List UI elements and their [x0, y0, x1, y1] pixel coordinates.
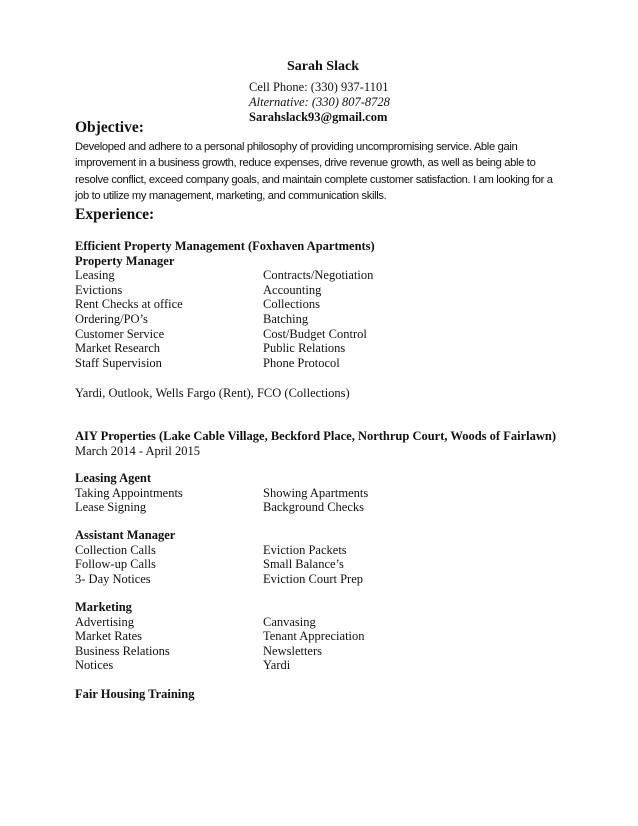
training-block [75, 687, 595, 702]
skill-right: Batching [263, 311, 309, 326]
job-tools [75, 386, 595, 401]
skill-left: Advertising [75, 614, 135, 629]
skill-left: Evictions [75, 282, 123, 297]
skill-left: Lease Signing [75, 500, 147, 515]
skill-right: Background Checks [263, 500, 365, 515]
software-list: Yardi, Outlook, Wells Fargo (Rent), FCO (Collections) [75, 386, 350, 400]
skill-left: Collection Calls [75, 542, 156, 557]
skill-right: Eviction Court Prep [263, 571, 363, 586]
skill-left: Ordering/PO’s [75, 311, 148, 326]
objective-heading: Objective: [75, 119, 144, 136]
company-name: AIY Properties (Lake Cable Village, Beckford Place, Northrup Court, Woods of Fairlawn) [75, 429, 556, 443]
resume-header [0, 58, 638, 76]
role-title: Marketing [75, 600, 132, 614]
skill-row [75, 572, 595, 587]
skill-right: Collections [263, 297, 320, 312]
role-leasing-agent [75, 471, 595, 515]
skill-right: Eviction Packets [263, 542, 347, 557]
skill-right: Phone Protocol [263, 355, 340, 370]
skill-row [75, 500, 595, 515]
job-efficient-property [75, 239, 595, 370]
objective-line: Developed and adhere to a personal philosophy of providing uncompromising service. Able gain [75, 141, 518, 153]
objective-line: job to utilize my management, marketing, and communication skills. [75, 190, 387, 203]
skill-row [75, 268, 595, 283]
company-name: Efficient Property Management (Foxhaven Apartments) [75, 239, 375, 253]
role-assistant-manager [75, 528, 595, 586]
cell-phone: Cell Phone: (330) 937-1101 [249, 80, 389, 94]
skill-row [75, 356, 595, 371]
email-address: Sarahslack93@gmail.com [249, 110, 388, 124]
candidate-name: Sarah Slack [287, 59, 359, 74]
skill-right: Yardi [263, 658, 291, 673]
skill-row [75, 283, 595, 298]
skill-row [75, 543, 595, 558]
job-title: Property Manager [75, 253, 175, 268]
skill-row [75, 629, 595, 644]
skill-right: Cost/Budget Control [263, 326, 367, 341]
skill-row [75, 486, 595, 501]
skill-row [75, 615, 595, 630]
job-dates: March 2014 - April 2015 [75, 443, 200, 458]
skill-left: Customer Service [75, 326, 165, 341]
skill-right: Public Relations [263, 341, 346, 356]
experience-heading: Experience: [75, 206, 155, 223]
objective-text [75, 139, 575, 205]
skill-left: Staff Supervision [75, 355, 162, 370]
skill-left: Taking Appointments [75, 485, 183, 500]
skill-right: Small Balance’s [263, 557, 344, 572]
skill-right: Canvasing [263, 614, 316, 629]
skill-row [75, 644, 595, 659]
skill-left: 3- Day Notices [75, 571, 151, 586]
skill-right: Showing Apartments [263, 485, 369, 500]
skill-row [75, 658, 595, 673]
skill-left: Leasing [75, 268, 115, 283]
objective-line: improvement in a business growth, reduce expenses, drive revenue growth, as well as being able to [75, 157, 536, 170]
contact-block [249, 80, 390, 125]
skill-row [75, 312, 595, 327]
skill-right: Accounting [263, 282, 322, 297]
role-title: Leasing Agent [75, 471, 152, 485]
skill-left: Market Rates [75, 629, 142, 644]
skill-row [75, 557, 595, 572]
skill-right: Tenant Appreciation [263, 629, 365, 644]
skill-row [75, 327, 595, 342]
objective-line: resolve conflict, exceed company goals, and maintain complete customer satisfaction. I am looking for a [75, 173, 553, 186]
skill-left: Rent Checks at office [75, 297, 183, 312]
skill-left: Follow-up Calls [75, 557, 156, 572]
skill-row [75, 341, 595, 356]
job-aiy-properties [75, 429, 615, 458]
skill-right: Newsletters [263, 643, 323, 658]
skill-right: Contracts/Negotiation [263, 268, 374, 283]
skill-left: Business Relations [75, 643, 170, 658]
skill-row [75, 297, 595, 312]
role-marketing [75, 600, 595, 673]
training-title: Fair Housing Training [75, 687, 195, 701]
alternative-phone: Alternative: (330) 807-8728 [249, 95, 390, 109]
skill-left: Notices [75, 658, 114, 673]
role-title: Assistant Manager [75, 528, 176, 542]
skill-left: Market Research [75, 341, 161, 356]
